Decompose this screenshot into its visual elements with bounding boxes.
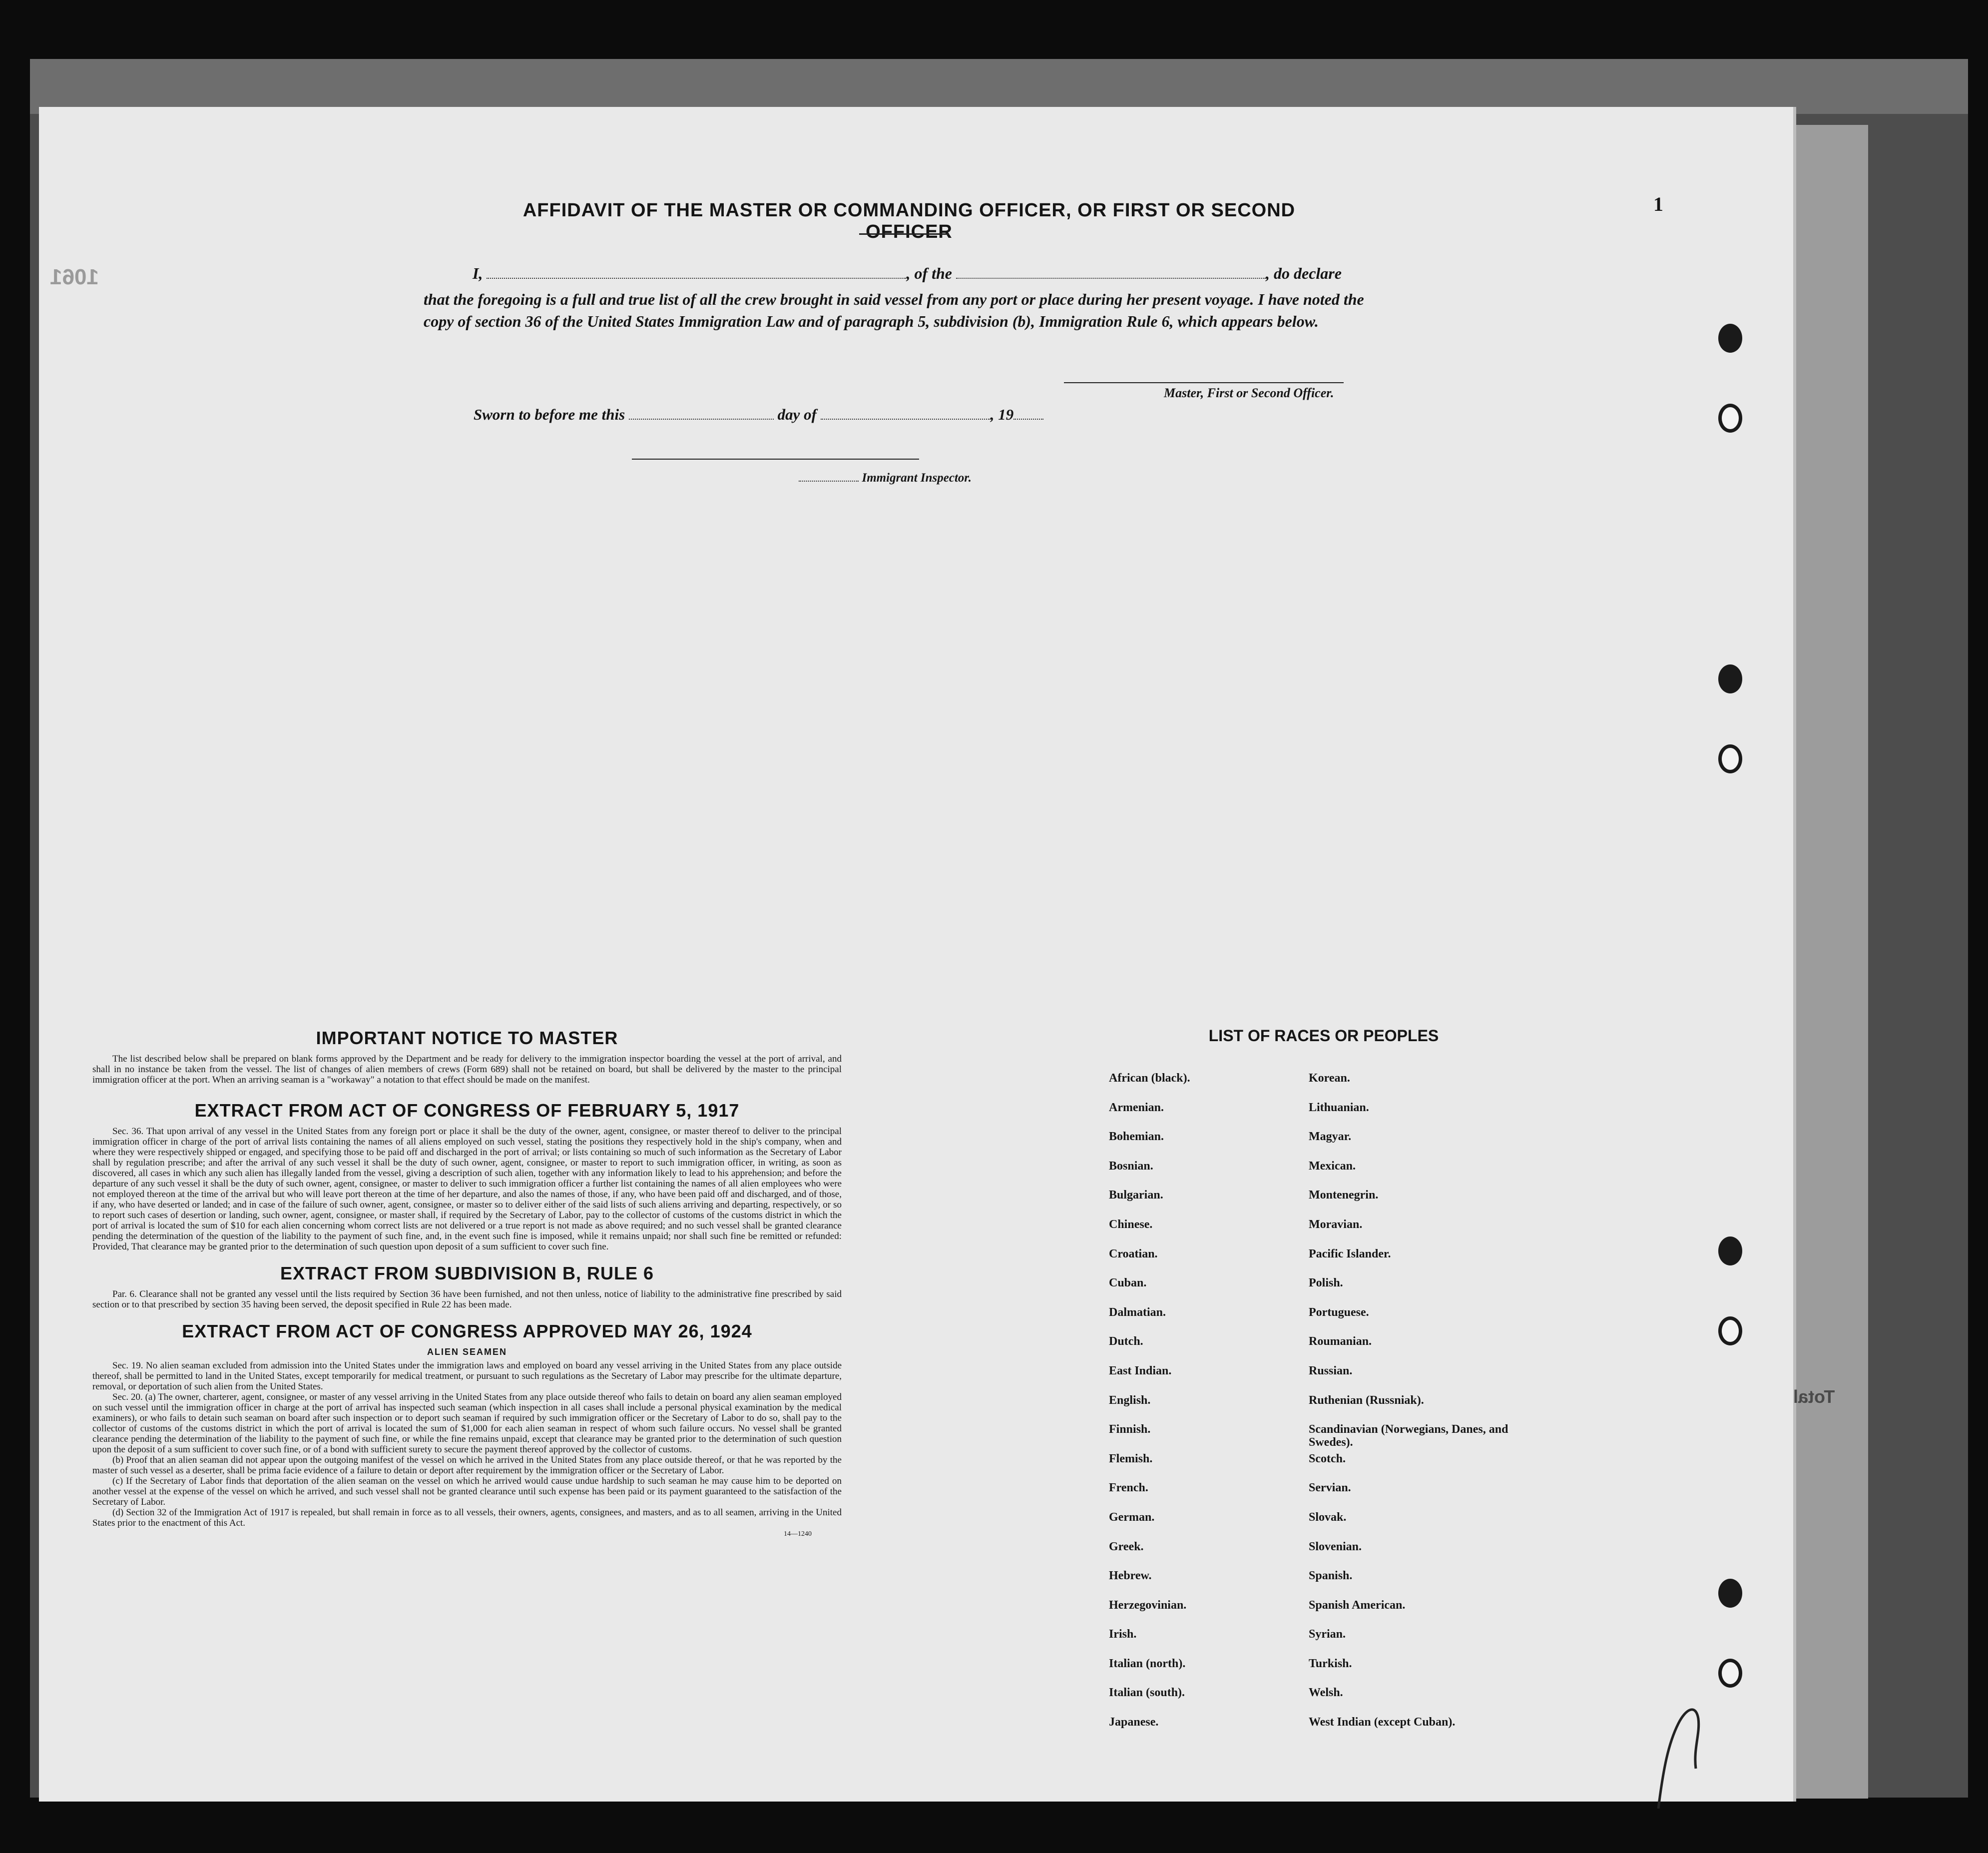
race-item: Dutch.	[1109, 1335, 1143, 1348]
i-label: I,	[473, 264, 483, 282]
title-rule	[859, 233, 949, 235]
vessel-blank	[956, 266, 1266, 279]
race-item: Irish.	[1109, 1628, 1137, 1641]
race-item: Bulgarian.	[1109, 1189, 1163, 1202]
race-item: Herzegovinian.	[1109, 1598, 1187, 1612]
race-item: Japanese.	[1109, 1716, 1159, 1729]
sec-20a-paragraph: Sec. 20. (a) The owner, charterer, agent, consignee, or master of any vessel arriving in the United States from any place outside thereof who fails to detain on board any alien seaman employed on such vessel until the immigration officer in charge at the port of arrival has inspected such seaman (which inspection in all cases shall include a personal physical examination by the medical examiners), or who fails to detain such seaman on board after such inspection or to deport such seaman if required by such immigration officer or the Secretary of Labor to do so, shall pay to the collector of customs of the customs district in which the port of arrival is located the sum of $1,000 for each alien seaman in respect of whom such failure occurs. No vessel shall be granted clearance pending the determination of the liability to the payment of such fine, or while the fine remains unpaid, except that clearance may be granted prior to the determination of such question upon the deposit of a sum sufficient to cover such fine, or of a bond with sufficient surety to secure the payment thereof approved by the collector of customs.	[92, 1392, 842, 1455]
inspector-label-text: Immigrant Inspector.	[862, 471, 972, 485]
race-item: Roumanian.	[1309, 1335, 1372, 1348]
sworn-line	[474, 406, 1043, 424]
notice-paragraph: The list described below shall be prepared on blank forms approved by the Department and be ready for delivery to the immigration inspector boarding the vessel at the port of arrival, and shall in no instance be taken from the vessel. The list of changes of alien members of crews (Form 689) shall not be retained on board, but shall be delivered by the master to the principal immigration officer at the port. When an arriving seaman is a "workaway" a notation to that effect should be made on the manifest.	[92, 1054, 842, 1085]
year-blank	[1013, 407, 1043, 420]
binder-hole	[1718, 744, 1742, 773]
race-item: Korean.	[1309, 1072, 1350, 1085]
affidavit-body	[424, 262, 1388, 332]
race-item: English.	[1109, 1393, 1151, 1407]
race-item: Syrian.	[1309, 1628, 1346, 1641]
race-item: Polish.	[1309, 1276, 1343, 1290]
notice-text	[92, 1054, 842, 1085]
day-blank	[629, 407, 774, 420]
sec-20d-paragraph: (d) Section 32 of the Immigration Act of 1917 is repealed, but shall remain in force as to all vessels, their owners, agents, consignees, and masters, and as to all seamen, arriving in the United States prior to the enactment of this Act.	[92, 1507, 842, 1528]
race-item: Slovenian.	[1309, 1540, 1362, 1553]
extract-1917-paragraph: Sec. 36. That upon arrival of any vessel in the United States from any foreign port or place it shall be the duty of the owner, agent, consignee, or master thereof to deliver to the principal immigration officer in charge of the port of arrival lists containing the names of all aliens employed on such vessel, stating the positions they respectively hold in the ship's company, when and where they were respectively shipped or engaged, and specifying those to be paid off and discharged in the port of arrival; or lists containing so much of such information as the Secretary of Labor shall by regulation prescribe; and after the arrival of any such vessel it shall be the duty of such owner, agent, consignee, or master to report to such immigration officer, in writing, as soon as discovered, all cases in which any such alien has illegally landed from the vessel, giving a description of such alien, together with any information likely to lead to his apprehension; and before the departure of any such vessel it shall be the duty of such owner, agent, consignee, or master to deliver to such immigration officer a further list containing the names of all alien employees who were not employed thereon at the time of the arrival but who will leave port thereon at the time of her departure, and also the names of those, if any, who have been paid off and discharged, and of those, if any, who have deserted or landed; and in case of the failure of such owner, agent, consignee, or master so to deliver either of the said lists of such aliens arriving and departing, respectively, or so to report such cases of desertion or landing, such owner, agent, consignee, or master shall, if required by the Secretary of Labor, pay to the collector of customs of the customs district in which the port of arrival is located the sum of $10 for each alien concerning whom correct lists are not delivered or a true report is not made as above required; and no such vessel shall be granted clearance pending the determination of the question of the liability to the payment of such fine, and, in the event such fine is imposed, while it remains unpaid; nor shall such fine be remitted or refunded: Provided, That clearance may be granted prior to the determination of such question upon deposit of a sum sufficient to cover such fine.	[92, 1126, 842, 1252]
race-item: Greek.	[1109, 1540, 1144, 1553]
extract-rule6-text	[92, 1289, 842, 1310]
handwritten-mark	[1648, 1689, 1708, 1819]
background-sheet-edge	[30, 59, 1968, 114]
race-item: Servian.	[1309, 1481, 1351, 1495]
binder-hole	[1718, 404, 1742, 433]
page-number: 1	[1653, 193, 1663, 215]
binder-hole	[1718, 664, 1742, 693]
signature-line	[1064, 382, 1344, 383]
race-item: Montenegrin.	[1309, 1189, 1379, 1202]
notices-column	[92, 1022, 842, 1538]
race-item: Welsh.	[1309, 1686, 1343, 1700]
race-item: Spanish.	[1309, 1569, 1353, 1583]
sec-19-paragraph: Sec. 19. No alien seaman excluded from admission into the United States under the immigration laws and employed on board any vessel arriving in the United States from any place outside thereof, shall be permitted to land in the United States, except temporarily for medical treatment, or pursuant to such regulations as the Secretary of Labor may prescribe for the ultimate departure, removal, or deportation of such alien from the United States.	[92, 1360, 842, 1392]
extract-1924-text	[92, 1360, 842, 1528]
race-item: Moravian.	[1309, 1218, 1363, 1231]
binder-hole	[1718, 1316, 1742, 1345]
sec-20b-paragraph: (b) Proof that an alien seaman did not appear upon the outgoing manifest of the vessel on which he arrived in the United States from any place outside thereof, or that he was reported by the master of such vessel as a deserter, shall be prima facie evidence of a failure to detain or deport after requirement by the immigration officer or the Secretary of Labor.	[92, 1455, 842, 1476]
name-blank	[487, 266, 906, 279]
binder-hole	[1718, 324, 1742, 353]
signature-label: Master, First or Second Officer.	[1164, 386, 1334, 400]
race-item: African (black).	[1109, 1072, 1190, 1085]
race-item: Armenian.	[1109, 1101, 1164, 1114]
race-item: East Indian.	[1109, 1364, 1172, 1377]
extract-rule6-paragraph: Par. 6. Clearance shall not be granted any vessel until the lists required by Section 36 have been furnished, and not then unless, notice of liability to the administrative fine prescribed by said section or to that prescribed by section 35 having been served, the deposit specified in Rule 22 has been made.	[92, 1289, 842, 1310]
of-the-label: , of the	[906, 264, 952, 282]
race-item: Scandinavian (Norwegians, Danes, and Swedes).	[1309, 1423, 1508, 1449]
race-item: German.	[1109, 1510, 1155, 1524]
race-item: Scotch.	[1309, 1452, 1346, 1465]
race-item: Dalmatian.	[1109, 1305, 1166, 1319]
race-item: Pacific Islander.	[1309, 1247, 1391, 1260]
race-item: Lithuanian.	[1309, 1101, 1369, 1114]
extract-rule6-title: EXTRACT FROM SUBDIVISION B, RULE 6	[280, 1263, 654, 1283]
extract-1917-title: EXTRACT FROM ACT OF CONGRESS OF FEBRUARY 5, 1917	[194, 1100, 740, 1121]
affidavit-title: AFFIDAVIT OF THE MASTER OR COMMANDING OFFICER, OR FIRST OR SECOND OFFICER	[522, 200, 1296, 242]
sworn-prefix: Sworn to before me this	[474, 406, 625, 423]
races-column-1	[1109, 1072, 1299, 1745]
year-label: , 19	[990, 406, 1014, 423]
race-item: Portuguese.	[1309, 1305, 1369, 1319]
races-title: LIST OF RACES OR PEOPLES	[1208, 1027, 1439, 1045]
day-of-label: day of	[777, 406, 817, 423]
underlying-page-strip	[1793, 125, 1868, 1799]
bleed-through-total: Total	[1793, 1386, 1835, 1407]
races-column-2	[1309, 1072, 1518, 1745]
inspector-blank	[799, 469, 859, 482]
notice-title: IMPORTANT NOTICE TO MASTER	[316, 1028, 618, 1048]
affidavit-text: that the foregoing is a full and true list of all the crew brought in said vessel from any port or place during her present voyage. I have noted the copy of section 36 of the United States Immigration Law and of paragraph 5, subdivision (b), Immigration Rule 6, which appears below.	[424, 290, 1364, 330]
bleed-through-stamp: 1061	[50, 265, 99, 289]
alien-seamen-subtitle: ALIEN SEAMEN	[427, 1347, 507, 1357]
form-number: 14—1240	[784, 1530, 812, 1538]
race-item: Slovak.	[1309, 1510, 1347, 1524]
race-item: Finnish.	[1109, 1423, 1151, 1436]
race-item: French.	[1109, 1481, 1148, 1495]
document-page	[39, 107, 1793, 1802]
race-item: Flemish.	[1109, 1452, 1153, 1465]
race-item: Croatian.	[1109, 1247, 1158, 1260]
race-item: Spanish American.	[1309, 1598, 1406, 1612]
race-item: Chinese.	[1109, 1218, 1153, 1231]
race-item: Hebrew.	[1109, 1569, 1152, 1583]
race-item: Italian (south).	[1109, 1686, 1185, 1700]
race-item: Russian.	[1309, 1364, 1353, 1377]
race-item: Italian (north).	[1109, 1657, 1186, 1670]
race-item: Mexican.	[1309, 1159, 1356, 1173]
binder-hole	[1718, 1579, 1742, 1608]
inspector-signature-line	[632, 459, 919, 460]
race-item: Cuban.	[1109, 1276, 1147, 1290]
race-item: Turkish.	[1309, 1657, 1352, 1670]
sec-20c-paragraph: (c) If the Secretary of Labor finds that deportation of the alien seaman on the vessel on which he arrived would cause undue hardship to such seaman he may cause him to be deported on another vessel at the expense of the vessel on which he arrived, and such vessel shall not be granted clearance until such expense has been paid or its payment guaranteed to the satisfaction of the Secretary of Labor.	[92, 1476, 842, 1507]
race-item: West Indian (except Cuban).	[1309, 1716, 1456, 1729]
race-item: Bohemian.	[1109, 1130, 1164, 1144]
extract-1917-text	[92, 1126, 842, 1252]
inspector-label	[632, 469, 972, 485]
binder-hole	[1718, 1236, 1742, 1265]
race-item: Magyar.	[1309, 1130, 1352, 1144]
declare-label: , do declare	[1266, 264, 1342, 282]
month-blank	[821, 407, 991, 420]
extract-1924-title: EXTRACT FROM ACT OF CONGRESS APPROVED MAY 26, 1924	[182, 1321, 752, 1341]
race-item: Bosnian.	[1109, 1159, 1153, 1173]
race-item: Ruthenian (Russniak).	[1309, 1393, 1424, 1407]
declaration-line	[424, 262, 1388, 284]
binder-hole	[1718, 1659, 1742, 1688]
